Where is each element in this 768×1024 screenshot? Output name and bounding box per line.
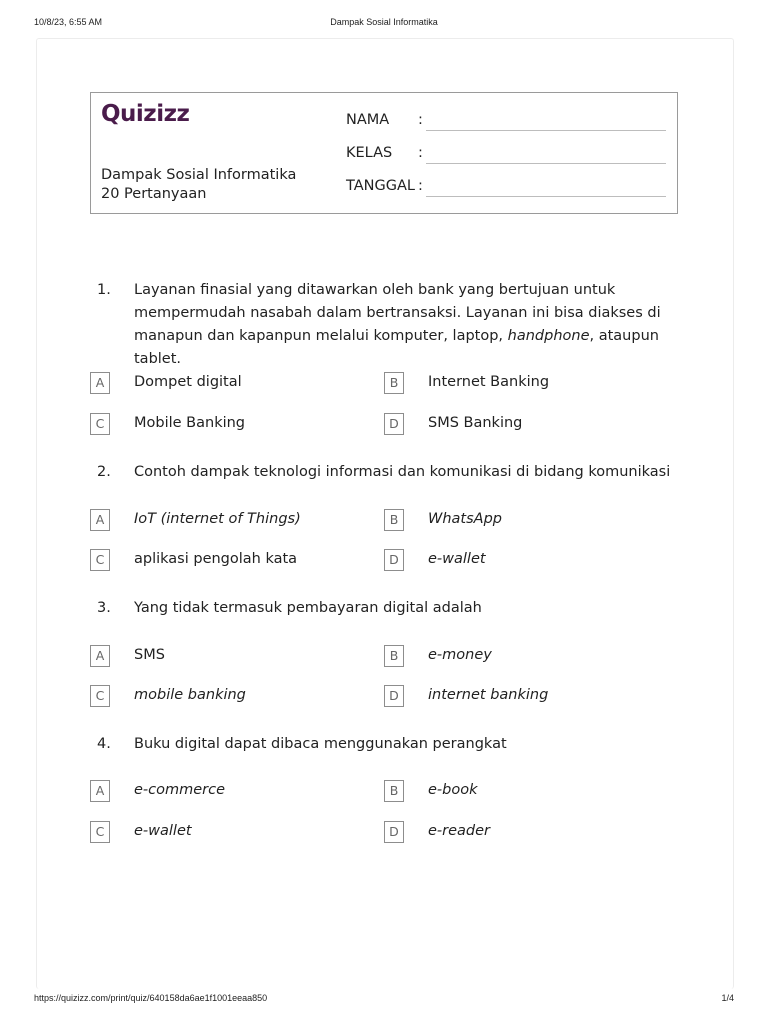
option-b-box[interactable]: B: [384, 372, 404, 394]
quizizz-logo: Quizizz: [101, 101, 190, 127]
option-d-text: SMS Banking: [428, 415, 523, 431]
option-a-text: SMS: [134, 647, 165, 663]
question-line-italic: handphone: [507, 328, 590, 344]
print-footer: [0, 993, 768, 1007]
field-label: TANGGAL: [346, 178, 415, 194]
option-b-box[interactable]: B: [384, 509, 404, 531]
print-datetime: 10/8/23, 6:55 AM: [34, 17, 103, 27]
print-doc-title: Dampak Sosial Informatika: [330, 17, 438, 27]
option-b-text: e-money: [428, 647, 492, 663]
option-a-text: e-commerce: [134, 782, 226, 798]
question-line-part: , ataupun tablet.: [134, 328, 659, 367]
option-b-text: Internet Banking: [428, 374, 550, 390]
option-d-box[interactable]: D: [384, 685, 404, 707]
option-a-text: Dompet digital: [134, 374, 242, 390]
field-tanggal: [346, 178, 666, 200]
print-page-number: 1/4: [721, 993, 734, 1003]
print-url[interactable]: https://quizizz.com/print/quiz/640158da6ae1f1001eeaa850: [34, 993, 268, 1003]
option-a-box[interactable]: A: [90, 509, 110, 531]
question-number: 1.: [97, 282, 111, 298]
question-line: Layanan finasial yang ditawarkan oleh bank yang bertujuan untuk: [134, 282, 616, 298]
option-d-text: internet banking: [428, 687, 549, 703]
question-line: [134, 325, 694, 371]
option-c-text: mobile banking: [134, 687, 246, 703]
question-text: Contoh dampak teknologi informasi dan komunikasi di bidang komunikasi: [134, 464, 671, 480]
option-c-box[interactable]: C: [90, 821, 110, 843]
option-b-text: WhatsApp: [428, 511, 502, 527]
option-c-text: e-wallet: [134, 823, 192, 839]
question-line-part: manapun dan kapanpun melalui komputer, laptop,: [134, 328, 508, 344]
quiz-info-box: [90, 92, 678, 214]
question-number: 2.: [97, 464, 111, 480]
option-d-text: e-reader: [428, 823, 491, 839]
option-d-box[interactable]: D: [384, 413, 404, 435]
option-a-text: IoT (internet of Things): [134, 511, 301, 527]
question-line: mempermudah nasabah dalam bertransaksi. Layanan ini bisa diakses di: [134, 305, 661, 321]
field-colon: :: [418, 145, 423, 161]
quiz-title: Dampak Sosial Informatika: [101, 167, 297, 183]
option-a-box[interactable]: A: [90, 780, 110, 802]
option-a-box[interactable]: A: [90, 645, 110, 667]
option-b-box[interactable]: B: [384, 645, 404, 667]
field-kelas: [346, 145, 666, 167]
option-b-box[interactable]: B: [384, 780, 404, 802]
field-label: NAMA: [346, 112, 390, 128]
option-c-box[interactable]: C: [90, 413, 110, 435]
question-number: 3.: [97, 600, 111, 616]
option-d-box[interactable]: D: [384, 821, 404, 843]
option-d-text: e-wallet: [428, 551, 486, 567]
question-text: [134, 279, 694, 371]
print-header: [0, 17, 768, 31]
question-text: Yang tidak termasuk pembayaran digital adalah: [134, 600, 482, 616]
option-b-text: e-book: [428, 782, 478, 798]
question-text: Buku digital dapat dibaca menggunakan perangkat: [134, 736, 507, 752]
field-line[interactable]: [426, 196, 666, 197]
question-number: 4.: [97, 736, 111, 752]
field-label: KELAS: [346, 145, 393, 161]
field-colon: :: [418, 112, 423, 128]
question-count: 20 Pertanyaan: [101, 186, 207, 202]
field-colon: :: [418, 178, 423, 194]
field-nama: [346, 112, 666, 134]
option-c-text: Mobile Banking: [134, 415, 246, 431]
field-line[interactable]: [426, 163, 666, 164]
option-c-box[interactable]: C: [90, 685, 110, 707]
option-c-text: aplikasi pengolah kata: [134, 551, 298, 567]
option-d-box[interactable]: D: [384, 549, 404, 571]
option-c-box[interactable]: C: [90, 549, 110, 571]
option-a-box[interactable]: A: [90, 372, 110, 394]
field-line[interactable]: [426, 130, 666, 131]
